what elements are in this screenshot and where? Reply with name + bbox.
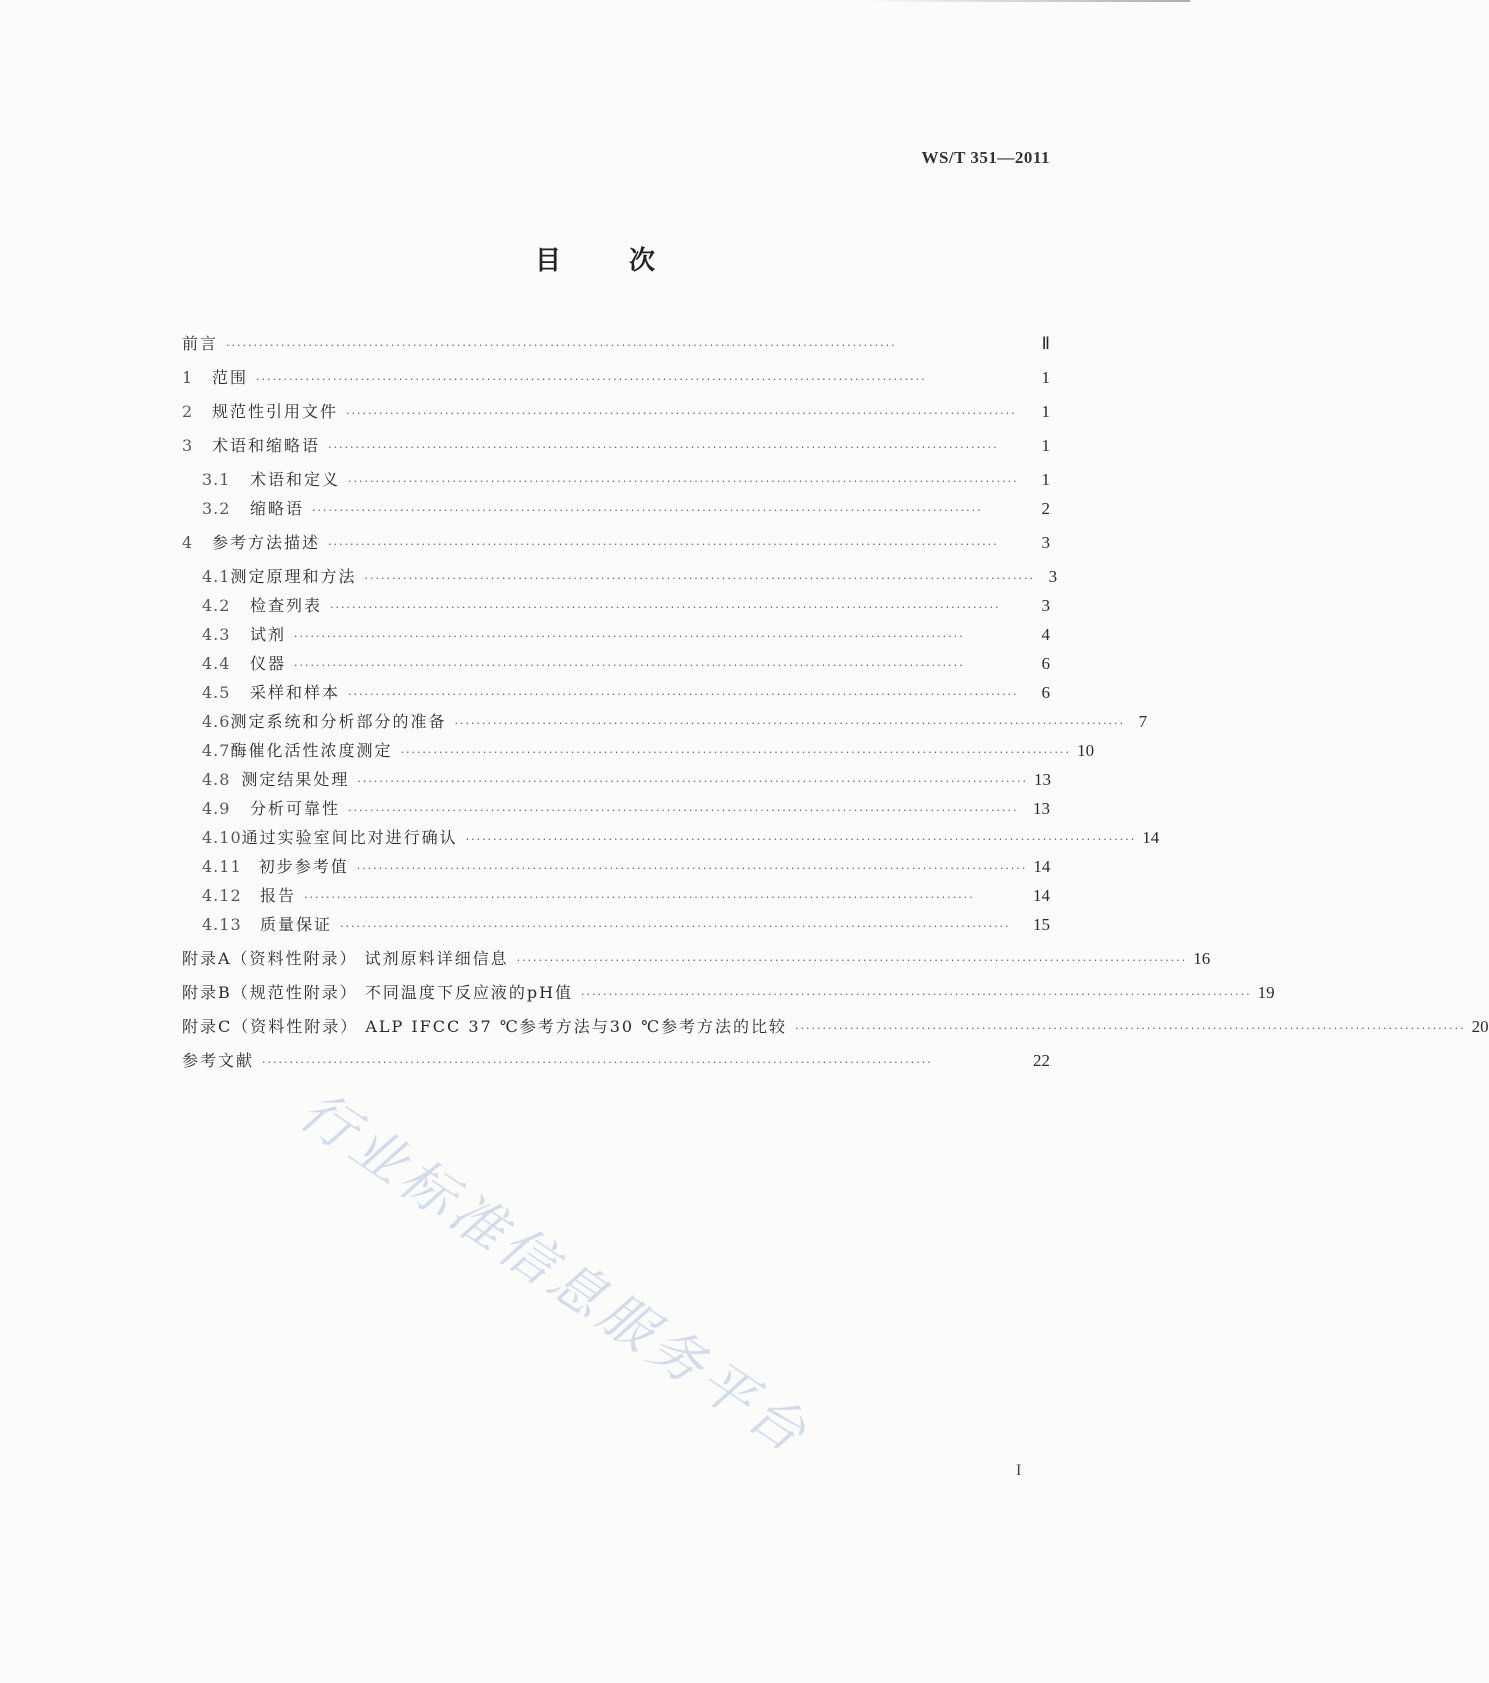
toc-entry[interactable]: 4.3 试剂 ·························································································································· 4 xyxy=(202,625,1050,644)
toc-entry[interactable]: 附录C（资料性附录） ALP IFCC 37 ℃参考方法与30 ℃参考方法的比较 ·························································································································· 20 xyxy=(182,1017,1489,1036)
toc-entry[interactable]: 4.10 通过实验室间比对进行确认 ·························································································································· 14 xyxy=(202,828,1160,847)
toc-entry[interactable]: 4.1 测定原理和方法 ·························································································································· 3 xyxy=(202,567,1058,586)
toc-entry[interactable]: 2 规范性引用文件 ·························································································································· 1 xyxy=(182,402,1050,421)
page-number: I xyxy=(1016,1462,1022,1479)
toc-entry[interactable]: 3.2 缩略语 ·························································································································· 2 xyxy=(202,499,1050,518)
toc-entry[interactable]: 3 术语和缩略语 ·························································································································· 1 xyxy=(182,436,1050,455)
watermark: 行业标准信息服务平台 xyxy=(288,1079,822,1467)
page-title xyxy=(0,240,1190,277)
toc-entry[interactable]: 附录A（资料性附录） 试剂原料详细信息 ·························································································································· 16 xyxy=(182,949,1211,968)
toc-entry[interactable]: 4.12 报告 ·························································································································· 14 xyxy=(202,886,1050,905)
toc-entry[interactable]: 参考文献 ·························································································································· 22 xyxy=(182,1051,1050,1070)
toc-entry[interactable]: 4.5 采样和样本 ·························································································································· 6 xyxy=(202,683,1050,702)
toc-entry[interactable]: 4 参考方法描述 ·························································································································· 3 xyxy=(182,533,1050,552)
toc-entry[interactable]: 3.1 术语和定义 ·························································································································· 1 xyxy=(202,470,1050,489)
toc-entry[interactable]: 4.7 酶催化活性浓度测定 ·························································································································· 10 xyxy=(202,741,1095,760)
toc-entry[interactable]: 4.13 质量保证 ·························································································································· 15 xyxy=(202,915,1050,934)
toc-entry[interactable]: 前言 ·························································································································· Ⅱ xyxy=(182,334,1050,353)
toc-entry[interactable]: 4.6 测定系统和分析部分的准备 ·························································································································· 7 xyxy=(202,712,1148,731)
standard-code: WS/T 351—2011 xyxy=(921,148,1050,167)
scan-edge-line xyxy=(860,0,1190,2)
title-char-2: 次 xyxy=(629,246,656,276)
toc-entry[interactable]: 4.11 初步参考值 ·························································································································· 14 xyxy=(202,857,1051,876)
toc-entry[interactable]: 4.2 检查列表 ·························································································································· 3 xyxy=(202,596,1050,615)
toc-entry[interactable]: 4.8 测定结果处理 ·························································································································· 13 xyxy=(202,770,1051,789)
toc-entry[interactable]: 4.9 分析可靠性 ·························································································································· 13 xyxy=(202,799,1050,818)
title-char-1: 目 xyxy=(534,246,561,276)
toc-entry[interactable]: 附录B（规范性附录） 不同温度下反应液的pH值 ·························································································································· 19 xyxy=(182,983,1275,1002)
toc-entry[interactable]: 4.4 仪器 ·························································································································· 6 xyxy=(202,654,1050,673)
toc-entry[interactable]: 1 范围 ·························································································································· 1 xyxy=(182,368,1050,387)
